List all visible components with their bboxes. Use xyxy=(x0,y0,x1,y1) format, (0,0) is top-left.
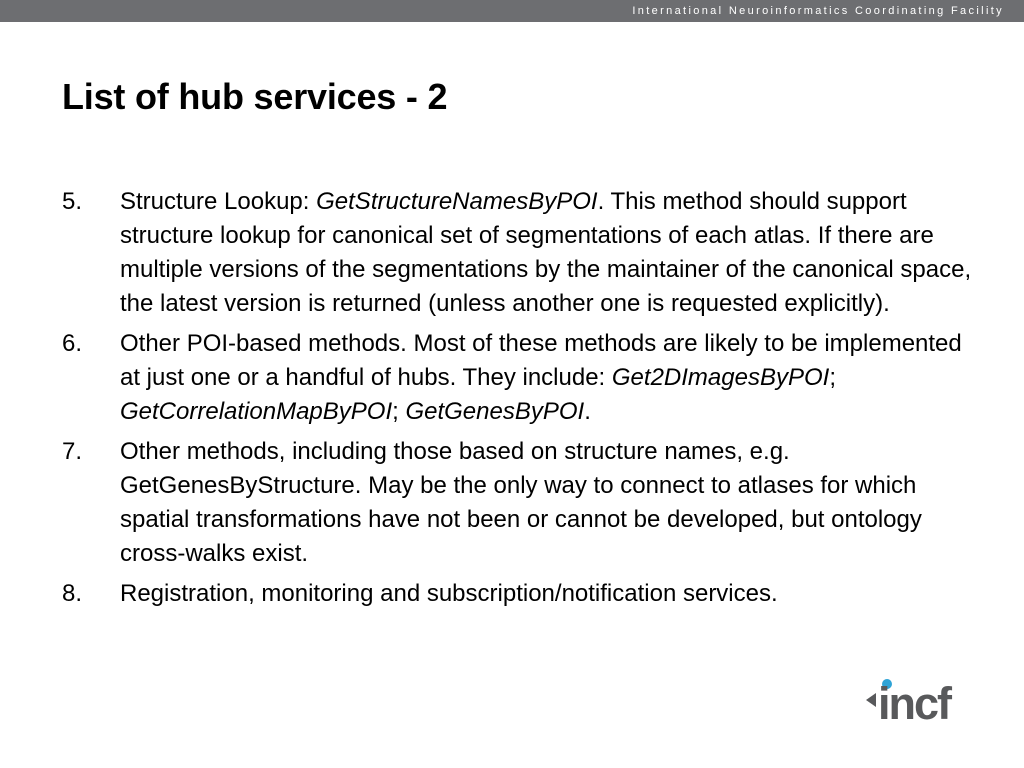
method-separator: ; xyxy=(392,398,406,425)
item-number: 6. xyxy=(62,330,83,357)
item-body xyxy=(120,185,982,321)
item-body xyxy=(120,327,982,429)
incf-logo xyxy=(862,675,978,733)
item-number: 8. xyxy=(62,580,83,607)
item-number: 5. xyxy=(62,188,83,215)
list-item-8 xyxy=(62,577,982,611)
method-separator: ; xyxy=(829,364,836,391)
list-item-5 xyxy=(62,185,982,321)
item-lead: Structure Lookup: xyxy=(120,188,317,215)
item-body: Registration, monitoring and subscription/notification services. xyxy=(120,580,778,607)
item-number: 7. xyxy=(62,438,83,465)
logo-arrow-icon xyxy=(866,693,876,707)
header-bar xyxy=(0,0,1024,22)
item-ending: . xyxy=(584,398,591,425)
method-name: GetGenesByPOI xyxy=(405,398,585,425)
item-text: Other POI-based methods. Most of these methods are likely to be implemented at just one or a handful of hubs. They include: xyxy=(120,330,962,391)
method-name: GetCorrelationMapByPOI xyxy=(120,398,393,425)
method-name: GetStructureNamesByPOI xyxy=(316,188,598,215)
slide-title: List of hub services - 2 xyxy=(62,76,448,117)
list-item-7 xyxy=(62,435,982,571)
item-body: Other methods, including those based on structure names, e.g. GetGenesByStructure. May be the only way to connect to atlases for which spatial transformations have not been or cannot be developed, but ontology cross-walks exist. xyxy=(120,438,922,567)
list-item-6 xyxy=(62,327,982,429)
logo-text: incf xyxy=(878,678,951,729)
item-text: . This method should support structure lookup for canonical set of segmentations of each atlas. If there are multiple versions of the segmentations by the maintainer of the canonical space, the latest version is returned (unless another one is requested explicitly). xyxy=(120,188,972,317)
organization-name: International Neuroinformatics Coordinating Facility xyxy=(632,5,1004,17)
hub-services-list xyxy=(62,185,982,617)
method-name: Get2DImagesByPOI xyxy=(611,364,830,391)
